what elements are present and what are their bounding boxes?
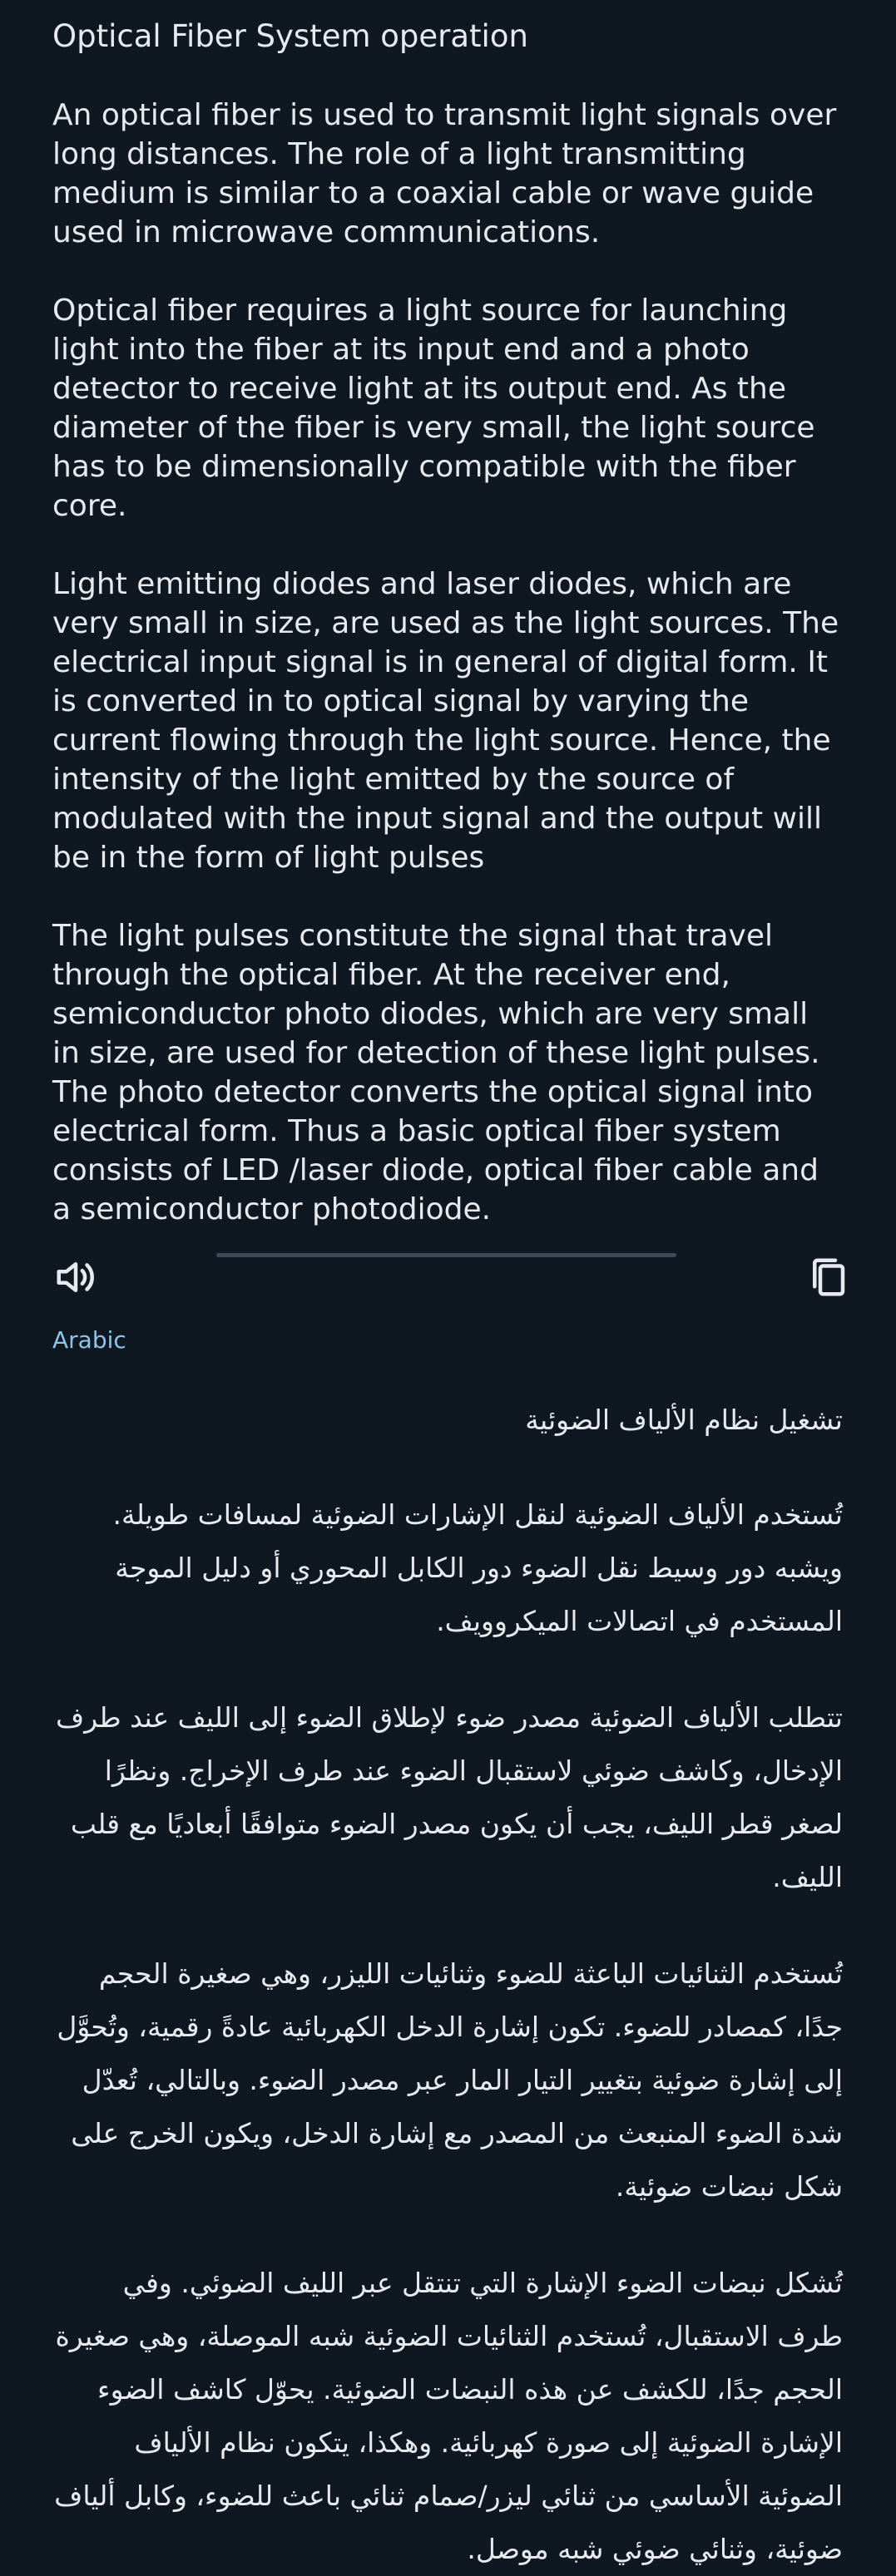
copy-button[interactable] (804, 1254, 851, 1300)
action-row (52, 1229, 843, 1329)
translation-paragraph: تُستخدم الألياف الضوئية لنقل الإشارات الضوئية لمسافات طويلة. ويشبه دور وسيط نقل الضوء دور الكابل المحوري أو دليل الموجة المستخدم في اتصالات الميكروويف. (112, 1498, 843, 1637)
source-paragraph: Light emitting diodes and laser diodes, which are very small in size, are used as the light sources. The electrical input signal is in general of digital form. It is converted in to optical signal by varying the current flowing through the light source. Hence, the intensity of the light emitted by the source of modulated with the input signal and the output will be in the form of light pulses (52, 567, 839, 875)
source-paragraph: Optical fiber requires a light source for launching light into the fiber at its input end and a photo detector to receive light at its output end. As the diameter of the fiber is very small, the light source has to be dimensionally compatible with the fiber core. (52, 294, 815, 523)
translation-language-label: Arabic (52, 1326, 126, 1354)
speaker-icon (53, 1255, 98, 1300)
section-divider (216, 1253, 676, 1257)
translation-title: تشغيل نظام الألياف الضوئية (525, 1404, 843, 1436)
translation-text-panel (52, 1395, 843, 2576)
translation-paragraph: تتطلب الألياف الضوئية مصدر ضوء لإطلاق الضوء إلى الليف عند طرف الإدخال، وكاشف ضوئي لاستقبال الضوء عند طرف الإخراج. ونظرًا لصغر قطر الليف، يجب أن يكون مصدر الضوء متوافقًا أبعاديًا مع قلب الليف. (56, 1701, 843, 1893)
source-paragraph: An optical fiber is used to transmit light signals over long distances. The role of a light transmitting medium is similar to a coaxial cable or wave guide used in microwave communications. (52, 98, 837, 249)
listen-button[interactable] (52, 1254, 99, 1300)
translation-paragraph: تُستخدم الثنائيات الباعثة للضوء وثنائيات الليزر، وهي صغيرة الحجم جدًا، كمصادر للضوء. تكون إشارة الدخل الكهربائية عادةً رقمية، وتُحوَّل إلى إشارة ضوئية بتغيير التيار المار عبر مصدر الضوء. وبالتالي، تُعدّل شدة الضوء المنبعث من المصدر مع إشارة الدخل، ويكون الخرج على شكل نبضات ضوئية. (57, 1957, 843, 2203)
source-paragraph: The light pulses constitute the signal that travel through the optical fiber. At the receiver end, semiconductor photo diodes, which are very small in size, are used for detection of these light pulses. The photo detector converts the optical signal into electrical form. Thus a basic optical fiber system consists of LED /laser diode, optical fiber cable and a semiconductor photodiode. (52, 919, 820, 1226)
source-text-panel (52, 0, 843, 1329)
copy-icon (805, 1255, 850, 1300)
source-title: Optical Fiber System operation (52, 18, 528, 54)
translation-paragraph: تُشكل نبضات الضوء الإشارة التي تنتقل عبر الليف الضوئي. وفي طرف الاستقبال، تُستخدم الثنائيات الضوئية شبه الموصلة، وهي صغيرة الحجم جدًا، للكشف عن هذه النبضات الضوئية. يحوّل كاشف الضوء الإشارة الضوئية إلى صورة كهربائية. وهكذا، يتكون نظام الألياف الضوئية الأساسي من ثنائي ليزر/صمام ثنائي باعث للضوء، وكابل ألياف ضوئية، وثنائي ضوئي شبه موصل. (54, 2267, 843, 2565)
